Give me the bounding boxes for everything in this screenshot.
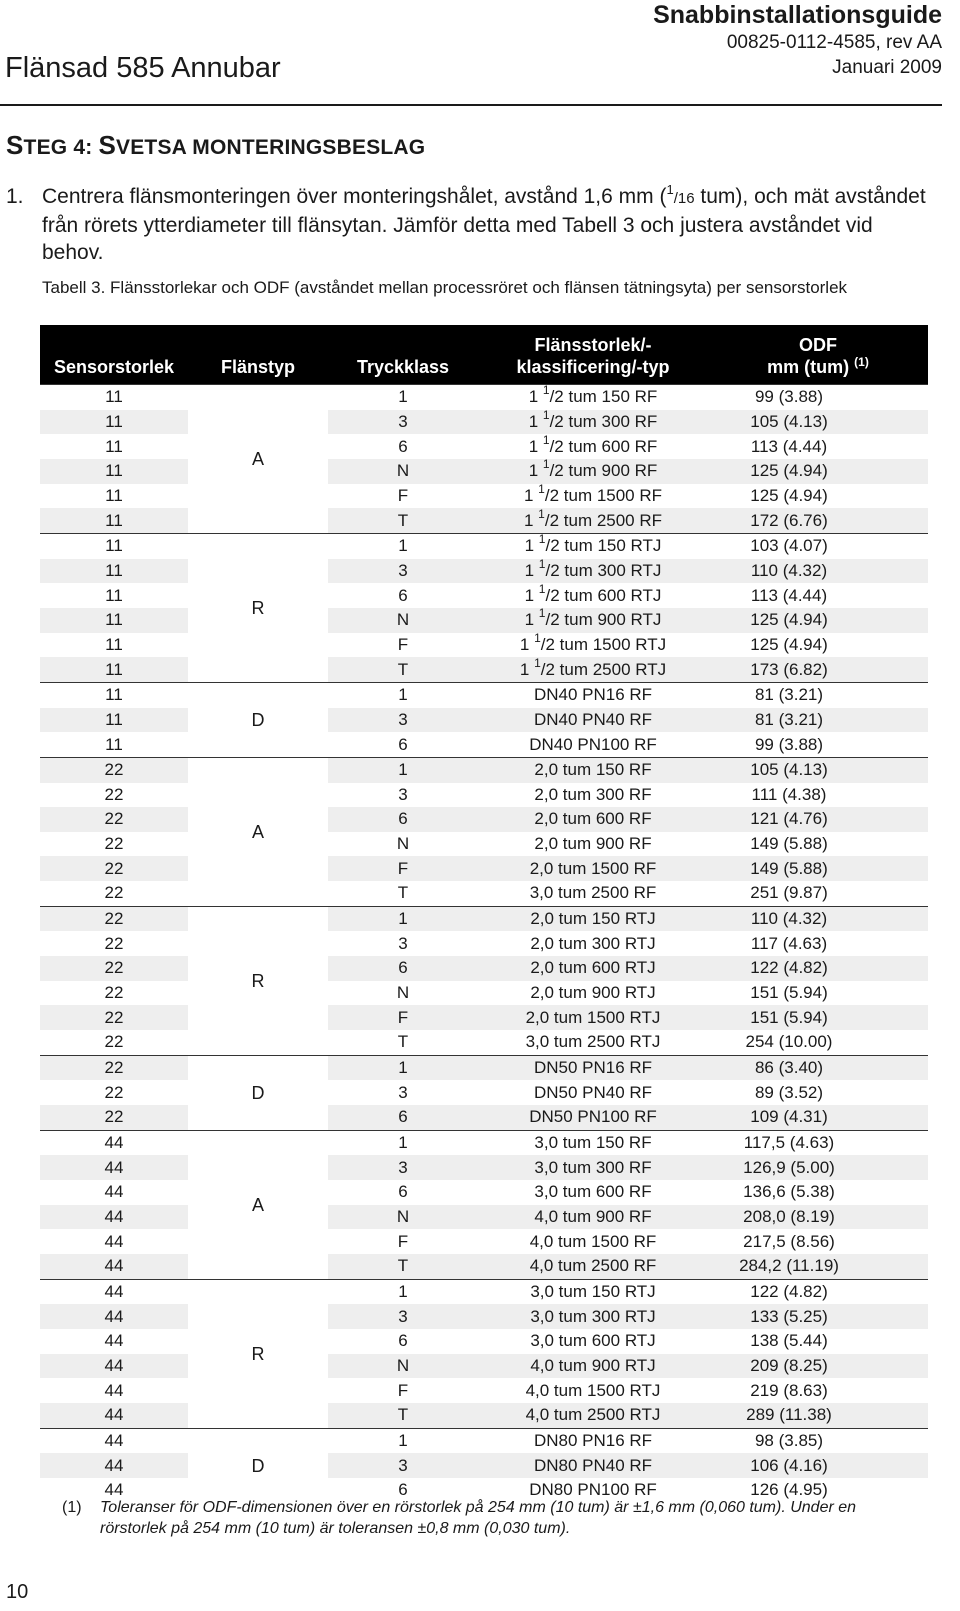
cell-flange-size: 3,0 tum 300 RTJ [478, 1304, 708, 1329]
cell-odf: 106 (4.16) [708, 1453, 928, 1478]
page-number: 10 [6, 1581, 29, 1603]
document-number: 00825-0112-4585, rev AA [726, 32, 942, 53]
cell-sensor-size: 11 [40, 657, 188, 682]
table-row [40, 981, 928, 1006]
cell-flange-size: 1 $^1$/2 tum 150 RTJ [478, 533, 708, 558]
table-row [40, 832, 928, 857]
cell-flange-size: 3,0 tum 300 RF [478, 1155, 708, 1180]
cell-flange-size: 2,0 tum 900 RTJ [478, 981, 708, 1006]
table-row [40, 484, 928, 509]
cell-pressure-class: 3 [328, 1453, 478, 1478]
cell-pressure-class: 6 [328, 1180, 478, 1205]
cell-pressure-class: 6 [328, 1105, 478, 1130]
cell-flange-size: 3,0 tum 150 RF [478, 1130, 708, 1155]
cell-odf: 219 (8.63) [708, 1378, 928, 1403]
cell-odf: 99 (3.88) [708, 732, 928, 757]
cell-pressure-class: F [328, 633, 478, 658]
cell-pressure-class: F [328, 856, 478, 881]
table-row [40, 1378, 928, 1403]
cell-sensor-size: 44 [40, 1304, 188, 1329]
cell-pressure-class: 3 [328, 559, 478, 584]
cell-odf: 121 (4.76) [708, 807, 928, 832]
cell-flange-type: D [188, 1428, 328, 1502]
cell-flange-size: DN80 PN16 RF [478, 1428, 708, 1453]
cell-flange-size: 2,0 tum 150 RTJ [478, 906, 708, 931]
cell-odf: 126,9 (5.00) [708, 1155, 928, 1180]
cell-odf: 113 (4.44) [708, 583, 928, 608]
cell-odf: 99 (3.88) [708, 385, 928, 410]
cell-sensor-size: 11 [40, 633, 188, 658]
cell-sensor-size: 44 [40, 1403, 188, 1428]
cell-flange-type: R [188, 1279, 328, 1428]
instruction-number: 1. [6, 185, 24, 208]
table-row [40, 1180, 928, 1205]
cell-odf: 251 (9.87) [708, 881, 928, 906]
fraction: $^1$/16 [666, 182, 695, 207]
cell-flange-size: 2,0 tum 150 RF [478, 757, 708, 782]
table-row [40, 583, 928, 608]
cell-sensor-size: 11 [40, 508, 188, 533]
cell-flange-type: R [188, 533, 328, 682]
cell-sensor-size: 22 [40, 757, 188, 782]
cell-flange-size: 4,0 tum 1500 RF [478, 1229, 708, 1254]
cell-pressure-class: T [328, 657, 478, 682]
cell-odf: 172 (6.76) [708, 508, 928, 533]
cell-flange-size: 2,0 tum 300 RF [478, 783, 708, 808]
cell-sensor-size: 22 [40, 1080, 188, 1105]
table-row [40, 1155, 928, 1180]
cell-odf: 289 (11.38) [708, 1403, 928, 1428]
cell-flange-size: 1 $^1$/2 tum 1500 RF [478, 484, 708, 509]
cell-odf: 86 (3.40) [708, 1055, 928, 1080]
cell-flange-size: 1 $^1$/2 tum 900 RF [478, 459, 708, 484]
cell-odf: 105 (4.13) [708, 757, 928, 782]
cell-flange-size: 3,0 tum 2500 RF [478, 881, 708, 906]
table-row [40, 1403, 928, 1428]
table-row [40, 1030, 928, 1055]
cell-sensor-size: 44 [40, 1130, 188, 1155]
cell-flange-size: 1 $^1$/2 tum 300 RF [478, 410, 708, 435]
cell-sensor-size: 11 [40, 385, 188, 410]
cell-pressure-class: N [328, 608, 478, 633]
cell-flange-size: 1 $^1$/2 tum 150 RF [478, 385, 708, 410]
footnote [62, 1497, 922, 1539]
cell-odf: 151 (5.94) [708, 981, 928, 1006]
cell-odf: 103 (4.07) [708, 533, 928, 558]
cell-odf: 110 (4.32) [708, 906, 928, 931]
cell-odf: 126 (4.95) [708, 1478, 928, 1503]
cell-odf: 208,0 (8.19) [708, 1205, 928, 1230]
cell-sensor-size: 11 [40, 410, 188, 435]
cell-flange-type: A [188, 1130, 328, 1279]
table-header-row [40, 325, 928, 385]
cell-flange-size: DN50 PN16 RF [478, 1055, 708, 1080]
cell-pressure-class: 1 [328, 682, 478, 707]
cell-odf: 125 (4.94) [708, 633, 928, 658]
cell-odf: 122 (4.82) [708, 1279, 928, 1304]
cell-sensor-size: 11 [40, 708, 188, 733]
cell-pressure-class: 6 [328, 956, 478, 981]
cell-flange-size: DN50 PN40 RF [478, 1080, 708, 1105]
table-row [40, 508, 928, 533]
cell-pressure-class: N [328, 832, 478, 857]
cell-pressure-class: 6 [328, 732, 478, 757]
cell-pressure-class: 3 [328, 1304, 478, 1329]
instruction-step [6, 183, 926, 266]
cell-pressure-class: T [328, 1403, 478, 1428]
cell-odf: 122 (4.82) [708, 956, 928, 981]
table-row [40, 856, 928, 881]
cell-odf: 117,5 (4.63) [708, 1130, 928, 1155]
cell-flange-size: 1 $^1$/2 tum 600 RF [478, 434, 708, 459]
cell-sensor-size: 11 [40, 559, 188, 584]
cell-odf: 217,5 (8.56) [708, 1229, 928, 1254]
cell-odf: 149 (5.88) [708, 832, 928, 857]
cell-flange-type: A [188, 385, 328, 534]
cell-pressure-class: 1 [328, 757, 478, 782]
table-row [40, 1229, 928, 1254]
table-row [40, 931, 928, 956]
cell-flange-size: DN80 PN100 RF [478, 1478, 708, 1503]
table-row [40, 1329, 928, 1354]
cell-pressure-class: F [328, 1005, 478, 1030]
cell-odf: 81 (3.21) [708, 682, 928, 707]
cell-odf: 125 (4.94) [708, 459, 928, 484]
table-row [40, 1279, 928, 1304]
table-row [40, 906, 928, 931]
cell-odf: 111 (4.38) [708, 783, 928, 808]
document-date: Januari 2009 [832, 57, 942, 78]
cell-sensor-size: 22 [40, 1055, 188, 1080]
cell-odf: 113 (4.44) [708, 434, 928, 459]
cell-odf: 151 (5.94) [708, 1005, 928, 1030]
table-row [40, 956, 928, 981]
cell-pressure-class: 6 [328, 807, 478, 832]
cell-sensor-size: 22 [40, 931, 188, 956]
cell-sensor-size: 22 [40, 1005, 188, 1030]
cell-sensor-size: 22 [40, 881, 188, 906]
table-row [40, 807, 928, 832]
cell-flange-size: 1 $^1$/2 tum 2500 RTJ [478, 657, 708, 682]
table-row [40, 434, 928, 459]
cell-sensor-size: 22 [40, 807, 188, 832]
cell-flange-size: 3,0 tum 2500 RTJ [478, 1030, 708, 1055]
cell-pressure-class: N [328, 1354, 478, 1379]
step-heading: STEG 4: SVETSA MONTERINGSBESLAG [6, 130, 426, 160]
cell-pressure-class: 1 [328, 1279, 478, 1304]
table-row [40, 657, 928, 682]
table-row [40, 881, 928, 906]
cell-sensor-size: 44 [40, 1478, 188, 1503]
cell-sensor-size: 11 [40, 608, 188, 633]
cell-odf: 125 (4.94) [708, 608, 928, 633]
cell-pressure-class: N [328, 459, 478, 484]
header-sensor-size: Sensorstorlek [40, 325, 188, 385]
cell-sensor-size: 22 [40, 783, 188, 808]
cell-odf: 149 (5.88) [708, 856, 928, 881]
cell-pressure-class: 1 [328, 1428, 478, 1453]
cell-pressure-class: T [328, 1254, 478, 1279]
cell-flange-size: DN80 PN40 RF [478, 1453, 708, 1478]
cell-odf: 254 (10.00) [708, 1030, 928, 1055]
cell-pressure-class: 1 [328, 385, 478, 410]
cell-odf: 89 (3.52) [708, 1080, 928, 1105]
cell-flange-size: 3,0 tum 150 RTJ [478, 1279, 708, 1304]
cell-flange-size: DN40 PN16 RF [478, 682, 708, 707]
cell-odf: 98 (3.85) [708, 1428, 928, 1453]
table-row [40, 533, 928, 558]
cell-pressure-class: F [328, 1378, 478, 1403]
cell-flange-size: 2,0 tum 600 RTJ [478, 956, 708, 981]
table-row [40, 608, 928, 633]
cell-flange-size: DN50 PN100 RF [478, 1105, 708, 1130]
cell-sensor-size: 11 [40, 484, 188, 509]
table-row [40, 1055, 928, 1080]
table-body [40, 385, 928, 1503]
table-row [40, 757, 928, 782]
table-row [40, 1428, 928, 1453]
cell-sensor-size: 44 [40, 1354, 188, 1379]
cell-flange-size: 1 $^1$/2 tum 600 RTJ [478, 583, 708, 608]
cell-sensor-size: 44 [40, 1378, 188, 1403]
cell-sensor-size: 11 [40, 434, 188, 459]
cell-pressure-class: 6 [328, 434, 478, 459]
header-flange-size: Flänsstorlek/- klassificering/-typ [478, 325, 708, 385]
table-row [40, 1453, 928, 1478]
header-odf: ODF mm (tum) $^{(1)}$ [708, 325, 928, 385]
table-row [40, 1205, 928, 1230]
cell-sensor-size: 11 [40, 583, 188, 608]
cell-pressure-class: 1 [328, 906, 478, 931]
cell-pressure-class: 3 [328, 931, 478, 956]
cell-flange-size: 2,0 tum 1500 RF [478, 856, 708, 881]
cell-sensor-size: 22 [40, 832, 188, 857]
cell-sensor-size: 44 [40, 1254, 188, 1279]
document-info [653, 0, 942, 80]
cell-flange-size: 1 $^1$/2 tum 2500 RF [478, 508, 708, 533]
cell-flange-size: 1 $^1$/2 tum 1500 RTJ [478, 633, 708, 658]
header-divider [0, 104, 942, 106]
cell-flange-type: R [188, 906, 328, 1055]
cell-odf: 284,2 (11.19) [708, 1254, 928, 1279]
cell-pressure-class: 3 [328, 708, 478, 733]
cell-flange-type: A [188, 757, 328, 906]
cell-pressure-class: 1 [328, 533, 478, 558]
table-row [40, 1304, 928, 1329]
cell-pressure-class: T [328, 881, 478, 906]
cell-pressure-class: 3 [328, 1155, 478, 1180]
cell-flange-size: 4,0 tum 1500 RTJ [478, 1378, 708, 1403]
cell-sensor-size: 44 [40, 1229, 188, 1254]
cell-sensor-size: 22 [40, 956, 188, 981]
cell-pressure-class: 1 [328, 1130, 478, 1155]
cell-sensor-size: 11 [40, 682, 188, 707]
cell-sensor-size: 11 [40, 533, 188, 558]
table-caption: Tabell 3. Flänsstorlekar och ODF (avståndet mellan processröret och flänsen tätningsyta) per sensorstorlek [42, 278, 848, 297]
cell-sensor-size: 11 [40, 732, 188, 757]
cell-odf: 133 (5.25) [708, 1304, 928, 1329]
cell-pressure-class: 6 [328, 583, 478, 608]
cell-odf: 125 (4.94) [708, 484, 928, 509]
cell-sensor-size: 44 [40, 1205, 188, 1230]
cell-flange-size: 2,0 tum 600 RF [478, 807, 708, 832]
table-row [40, 708, 928, 733]
product-title: Flänsad 585 Annubar [5, 52, 281, 84]
table-row [40, 1254, 928, 1279]
cell-sensor-size: 11 [40, 459, 188, 484]
cell-pressure-class: 3 [328, 783, 478, 808]
table-row [40, 732, 928, 757]
cell-pressure-class: 3 [328, 410, 478, 435]
cell-pressure-class: F [328, 1229, 478, 1254]
cell-sensor-size: 44 [40, 1155, 188, 1180]
cell-pressure-class: T [328, 508, 478, 533]
cell-pressure-class: T [328, 1030, 478, 1055]
cell-pressure-class: 3 [328, 1080, 478, 1105]
cell-flange-size: 2,0 tum 300 RTJ [478, 931, 708, 956]
cell-odf: 105 (4.13) [708, 410, 928, 435]
table-row [40, 1130, 928, 1155]
table-row [40, 1105, 928, 1130]
footnote-ref: (1) [854, 355, 869, 369]
cell-flange-size: 2,0 tum 900 RF [478, 832, 708, 857]
document-type: Snabbinstallationsguide [653, 1, 942, 29]
header-pressure-class: Tryckklass [328, 325, 478, 385]
table-row [40, 1005, 928, 1030]
flange-size-table [40, 325, 928, 1503]
table-row [40, 633, 928, 658]
cell-flange-size: 2,0 tum 1500 RTJ [478, 1005, 708, 1030]
cell-sensor-size: 22 [40, 1105, 188, 1130]
cell-flange-size: 4,0 tum 2500 RF [478, 1254, 708, 1279]
cell-pressure-class: F [328, 484, 478, 509]
table-row [40, 783, 928, 808]
table-row [40, 385, 928, 410]
header-flange-type: Flänstyp [188, 325, 328, 385]
cell-flange-size: 4,0 tum 2500 RTJ [478, 1403, 708, 1428]
cell-flange-size: DN40 PN100 RF [478, 732, 708, 757]
cell-sensor-size: 44 [40, 1453, 188, 1478]
cell-odf: 173 (6.82) [708, 657, 928, 682]
cell-sensor-size: 44 [40, 1279, 188, 1304]
cell-pressure-class: 1 [328, 1055, 478, 1080]
cell-flange-type: D [188, 1055, 328, 1130]
table-row [40, 1354, 928, 1379]
cell-odf: 209 (8.25) [708, 1354, 928, 1379]
cell-sensor-size: 22 [40, 906, 188, 931]
cell-sensor-size: 44 [40, 1180, 188, 1205]
cell-flange-size: 1 $^1$/2 tum 900 RTJ [478, 608, 708, 633]
cell-odf: 109 (4.31) [708, 1105, 928, 1130]
cell-pressure-class: N [328, 981, 478, 1006]
cell-sensor-size: 22 [40, 981, 188, 1006]
cell-flange-size: 3,0 tum 600 RTJ [478, 1329, 708, 1354]
cell-sensor-size: 44 [40, 1428, 188, 1453]
table-row [40, 459, 928, 484]
table-row [40, 682, 928, 707]
table-row [40, 410, 928, 435]
cell-flange-size: 4,0 tum 900 RF [478, 1205, 708, 1230]
footnote-number: (1) [62, 1499, 82, 1516]
cell-flange-type: D [188, 682, 328, 757]
cell-pressure-class: 6 [328, 1329, 478, 1354]
cell-sensor-size: 22 [40, 1030, 188, 1055]
cell-flange-size: 1 $^1$/2 tum 300 RTJ [478, 559, 708, 584]
cell-odf: 138 (5.44) [708, 1329, 928, 1354]
cell-pressure-class: N [328, 1205, 478, 1230]
cell-flange-size: 3,0 tum 600 RF [478, 1180, 708, 1205]
cell-pressure-class: 6 [328, 1478, 478, 1503]
cell-flange-size: 4,0 tum 900 RTJ [478, 1354, 708, 1379]
instruction-text: Centrera flänsmonteringen över monteringshålet, avstånd 1,6 mm ($^1$/16 tum), och mät avståndet från rörets ytterdiameter till flänsytan. Jämför detta med Tabell 3 och justera avståndet vid behov. [42, 182, 926, 264]
cell-odf: 136,6 (5.38) [708, 1180, 928, 1205]
cell-odf: 117 (4.63) [708, 931, 928, 956]
table-row [40, 559, 928, 584]
cell-sensor-size: 22 [40, 856, 188, 881]
table-row [40, 1080, 928, 1105]
cell-sensor-size: 44 [40, 1329, 188, 1354]
cell-flange-size: DN40 PN40 RF [478, 708, 708, 733]
footnote-text: Toleranser för ODF-dimensionen över en rörstorlek på 254 mm (10 tum) är ±1,6 mm (0,060 tum). Under en rörstorlek på 254 mm (10 tum) är toleransen ±0,8 mm (0,030 tum). [100, 1499, 857, 1537]
cell-odf: 81 (3.21) [708, 708, 928, 733]
cell-odf: 110 (4.32) [708, 559, 928, 584]
